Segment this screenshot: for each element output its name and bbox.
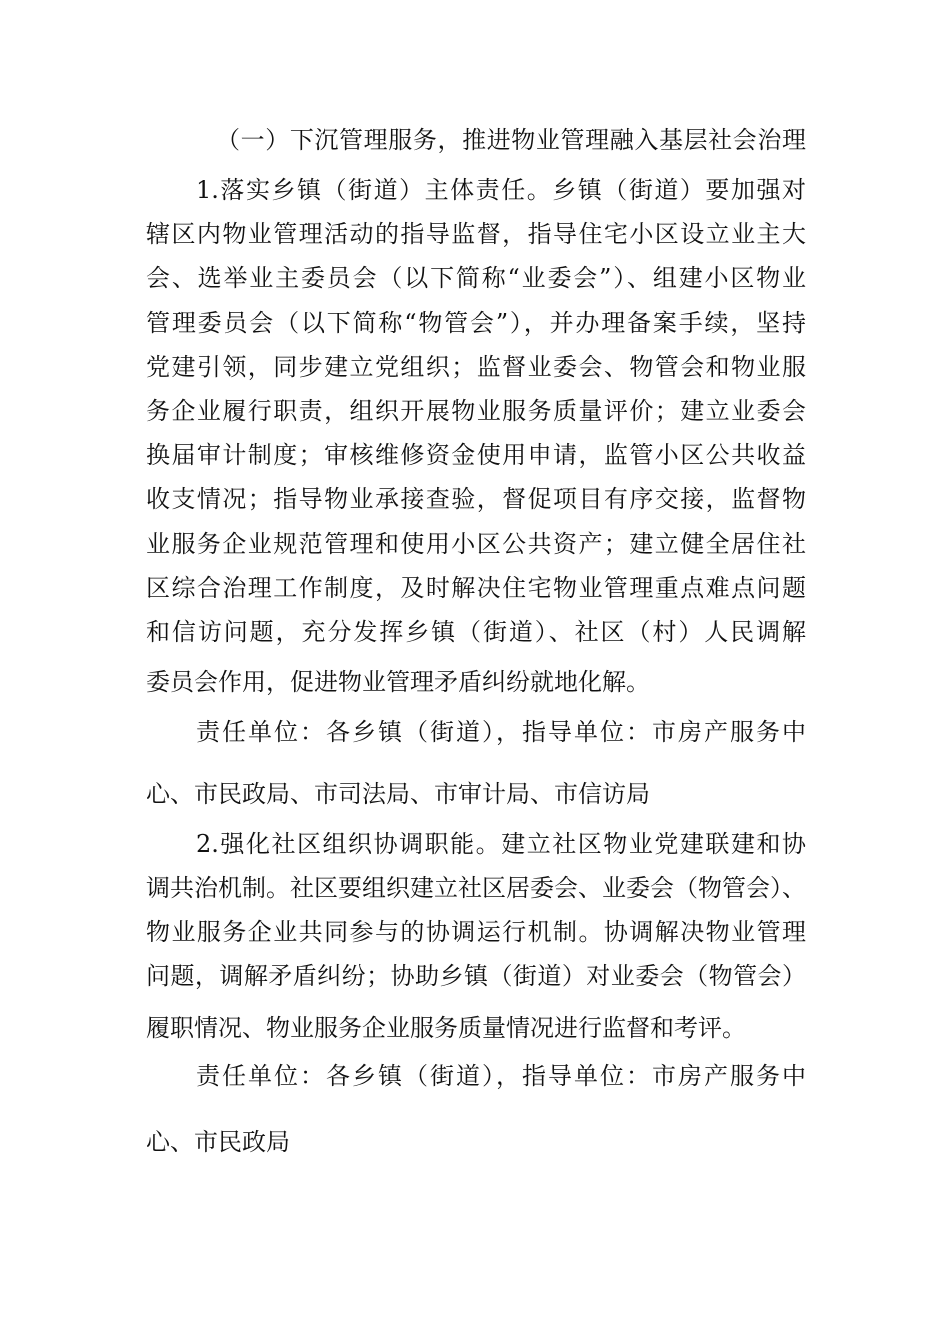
item1-line-12: 委员会作用，促进物业管理矛盾纠纷就地化解。 (146, 668, 650, 696)
section-heading: （一）下沉管理服务，推进物业管理融入基层社会治理 (216, 126, 806, 154)
item1-line-4: 管理委员会（以下简称“物管会”），并办理备案手续，坚持 (146, 309, 806, 337)
item1-line-3: 会、选举业主委员会（以下简称“业委会”）、组建小区物业 (146, 264, 806, 292)
item2-responsibility-line-1: 责任单位：各乡镇（街道），指导单位：市房产服务中 (196, 1062, 806, 1090)
item1-line-2: 辖区内物业管理活动的指导监督，指导住宅小区设立业主大 (146, 220, 806, 248)
item2-line-1: 2.强化社区组织协调职能。建立社区物业党建联建和协 (196, 830, 806, 858)
item1-line-5: 党建引领，同步建立党组织；监督业委会、物管会和物业服 (146, 353, 806, 381)
item2-line-2: 调共治机制。社区要组织建立社区居委会、业委会（物管会）、 (146, 874, 806, 902)
item2-line-5: 履职情况、物业服务企业服务质量情况进行监督和考评。 (146, 1014, 746, 1042)
item1-line-10: 区综合治理工作制度，及时解决住宅物业管理重点难点问题 (146, 574, 806, 602)
item1-line-9: 业服务企业规范管理和使用小区公共资产；建立健全居住社 (146, 530, 806, 558)
item2-line-3: 物业服务企业共同参与的协调运行机制。协调解决物业管理 (146, 918, 806, 946)
item1-responsibility-line-1: 责任单位：各乡镇（街道），指导单位：市房产服务中 (196, 718, 806, 746)
item1-line-7: 换届审计制度；审核维修资金使用申请，监管小区公共收益 (146, 441, 806, 469)
item1-line-11: 和信访问题，充分发挥乡镇（街道）、社区（村）人民调解 (146, 618, 806, 646)
item1-line-6: 务企业履行职责，组织开展物业服务质量评价；建立业委会 (146, 397, 806, 425)
item2-responsibility-line-2: 心、市民政局 (146, 1128, 290, 1156)
item2-line-4: 问题，调解矛盾纠纷；协助乡镇（街道）对业委会（物管会） (146, 962, 806, 990)
item1-line-1: 1.落实乡镇（街道）主体责任。乡镇（街道）要加强对 (196, 176, 806, 204)
item1-responsibility-line-2: 心、市民政局、市司法局、市审计局、市信访局 (146, 780, 650, 808)
item1-line-8: 收支情况；指导物业承接查验，督促项目有序交接，监督物 (146, 485, 806, 513)
